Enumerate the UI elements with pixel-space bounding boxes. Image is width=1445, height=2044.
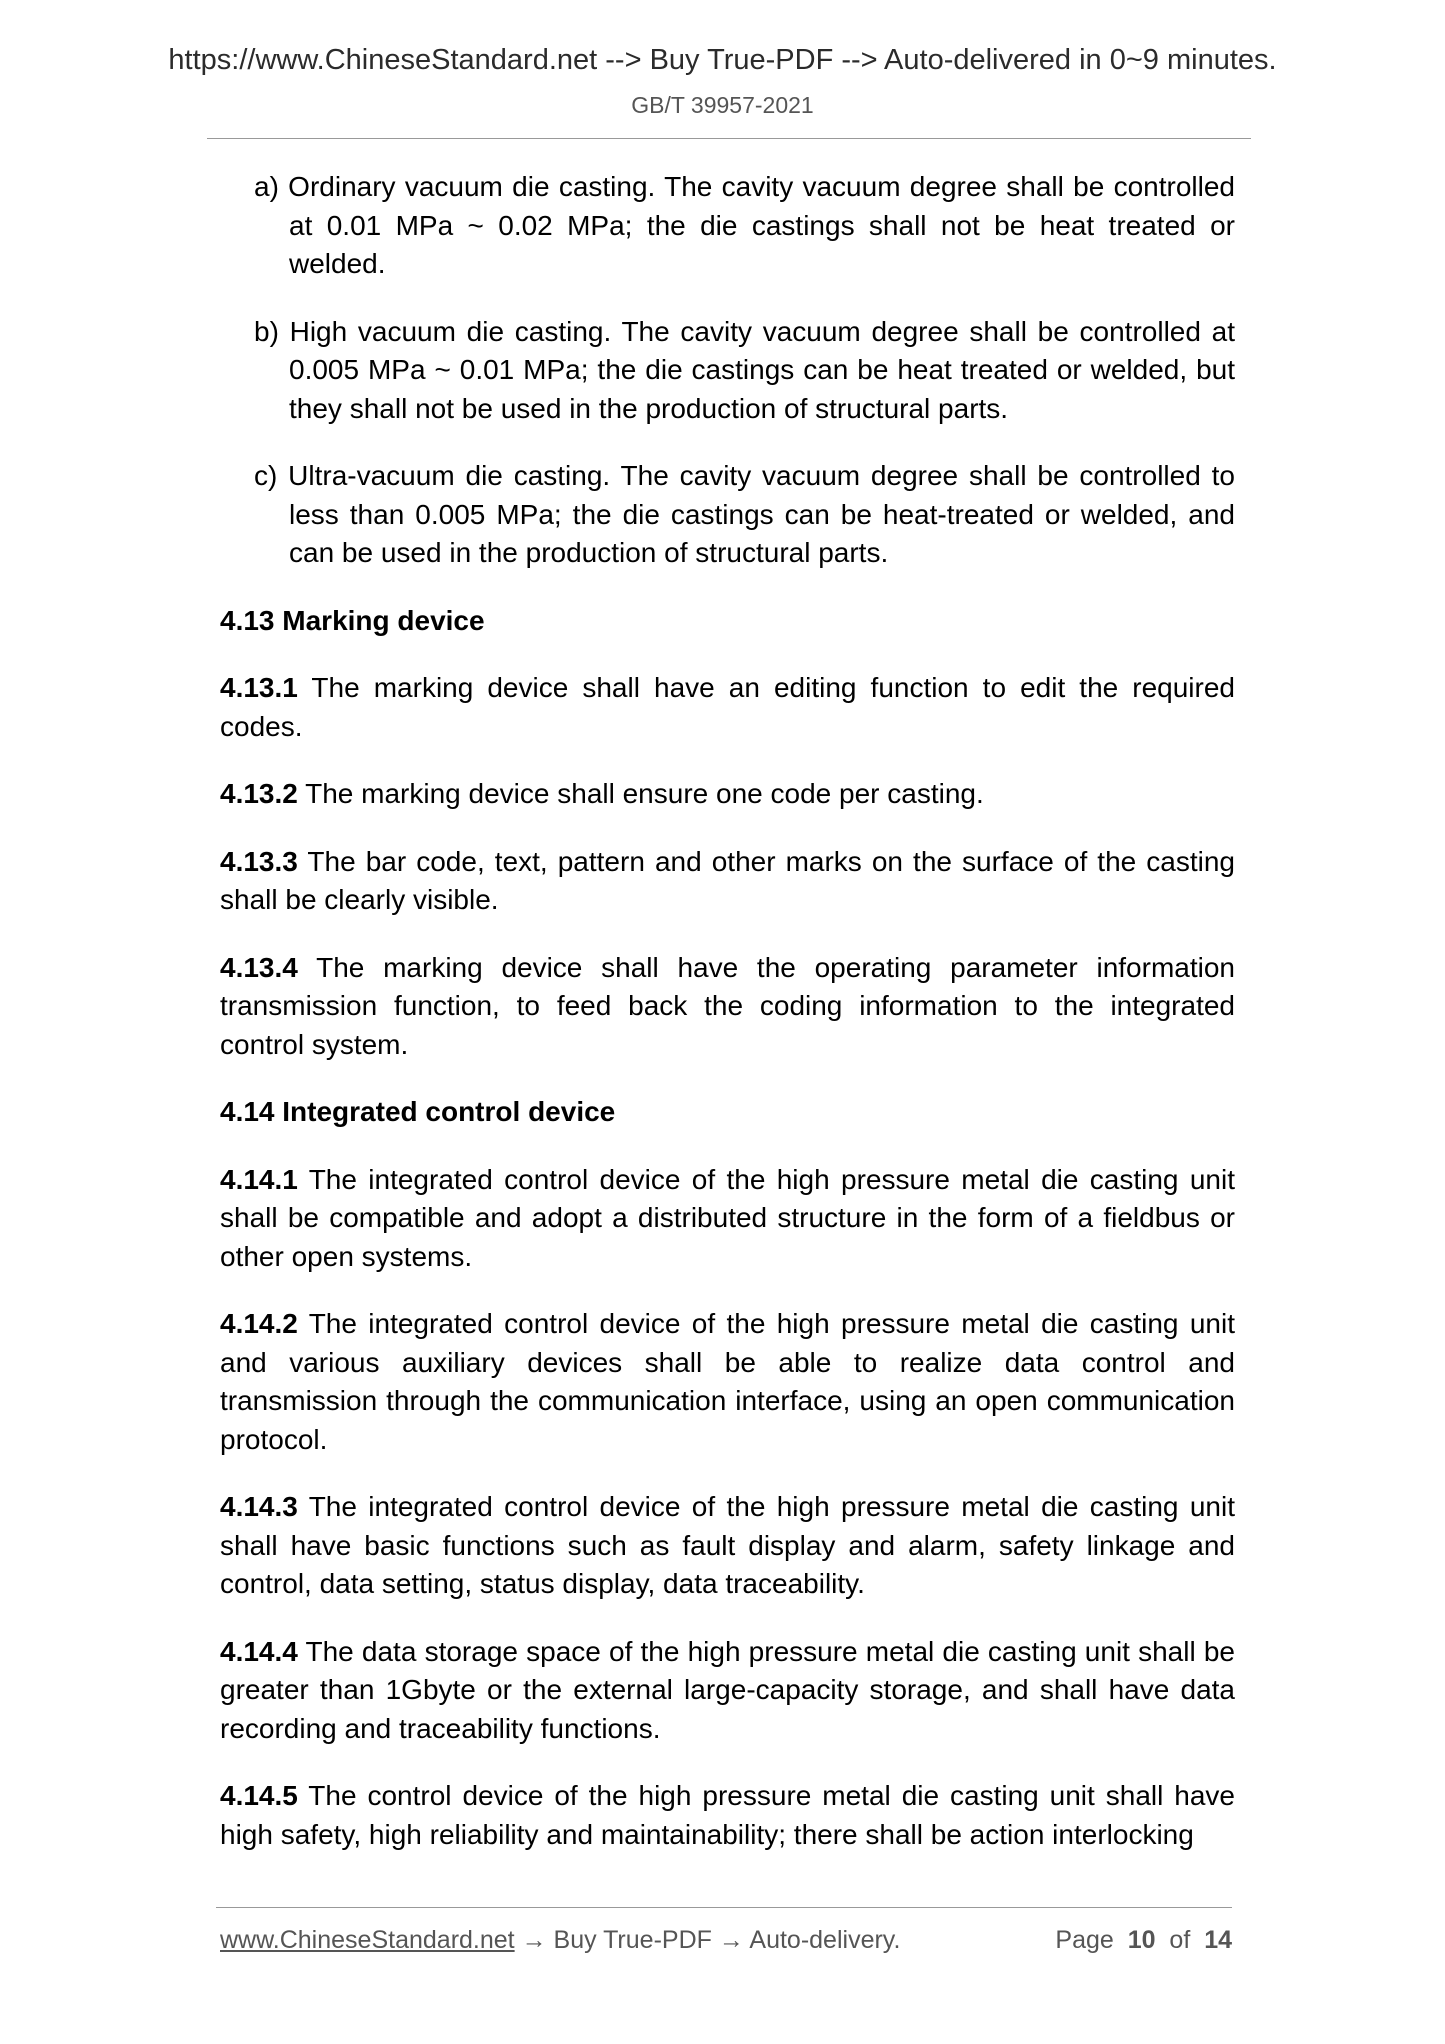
clause-text: The integrated control device of the high pressure metal die casting unit shall be compatible and adopt a distributed structure in the form of a fieldbus or other open systems. xyxy=(220,1163,1235,1272)
clause-4-14-1 xyxy=(220,1161,1235,1277)
clause-number: 4.13.4 xyxy=(220,951,298,983)
total-pages: 14 xyxy=(1204,1926,1232,1954)
clause-number: 4.13.3 xyxy=(220,845,298,877)
clause-number: 4.13.2 xyxy=(220,778,298,809)
section-heading-4-14: 4.14 Integrated control device xyxy=(220,1096,616,1127)
footer-promo-text: → Buy True-PDF → Auto-delivery. xyxy=(514,1926,901,1954)
footer-promo xyxy=(220,1926,900,1955)
clause-4-13-1 xyxy=(220,669,1235,746)
clause-4-13-2 xyxy=(220,775,1235,814)
clause-4-13-4 xyxy=(220,949,1235,1065)
clause-number: 4.14.1 xyxy=(220,1163,298,1195)
clause-4-14-4 xyxy=(220,1633,1235,1749)
list-item-a: a) Ordinary vacuum die casting. The cavity vacuum degree shall be controlled at 0.01 MPa ~ 0.02 MPa; the die castings shall not be heat treated or welded. xyxy=(254,171,1235,279)
footer-divider xyxy=(216,1907,1232,1908)
clause-text: The marking device shall have an editing function to edit the required codes. xyxy=(220,672,1235,742)
clause-text: The integrated control device of the high pressure metal die casting unit and various auxiliary devices shall be able to realize data control and transmission through the communication interface, using an open communication protocol. xyxy=(220,1308,1235,1455)
clause-text: The integrated control device of the high pressure metal die casting unit shall have basic functions such as fault display and alarm, safety linkage and control, data setting, status display, data traceability. xyxy=(220,1491,1235,1599)
of-label: of xyxy=(1169,1926,1191,1954)
clause-4-14-3 xyxy=(220,1488,1235,1604)
clause-text: The control device of the high pressure metal die casting unit shall have high safety, high reliability and maintainability; there shall be action interlocking xyxy=(220,1780,1235,1850)
list-item-c: c) Ultra-vacuum die casting. The cavity vacuum degree shall be controlled to less than 0.005 MPa; the die castings can be heat-treated or welded, and can be used in the production of structural parts. xyxy=(254,460,1235,568)
header-divider xyxy=(207,138,1251,139)
footer-site-link[interactable]: www.ChineseStandard.net xyxy=(220,1926,515,1954)
page-footer xyxy=(220,1926,1232,1962)
clause-number: 4.14.4 xyxy=(220,1635,298,1667)
clause-text: The marking device shall ensure one code per casting. xyxy=(297,778,984,809)
clause-number: 4.14.5 xyxy=(220,1780,298,1811)
clause-number: 4.13.1 xyxy=(220,672,298,703)
clause-number: 4.14.3 xyxy=(220,1491,298,1522)
clause-text: The data storage space of the high pressure metal die casting unit shall be greater than 1Gbyte or the external large-capacity storage, and shall have data recording and traceability functions. xyxy=(220,1635,1235,1744)
page-label: Page xyxy=(1055,1926,1114,1954)
clause-text: The marking device shall have the operating parameter information transmission function, to feed back the coding information to the integrated control system. xyxy=(220,951,1235,1060)
section-heading-4-13: 4.13 Marking device xyxy=(220,604,485,636)
document-body xyxy=(220,168,1235,1883)
list-item-b: b) High vacuum die casting. The cavity vacuum degree shall be controlled at 0.005 MPa ~ 0.01 MPa; the die castings can be heat treated or welded, but they shall not be used in the production of structural parts. xyxy=(254,315,1235,424)
clause-text: The bar code, text, pattern and other marks on the surface of the casting shall be clearly visible. xyxy=(220,845,1235,915)
page-indicator xyxy=(1055,1926,1232,1955)
clause-4-13-3 xyxy=(220,843,1235,920)
header-banner: https://www.ChineseStandard.net --> Buy True-PDF --> Auto-delivered in 0~9 minutes. xyxy=(168,44,1277,76)
clause-number: 4.14.2 xyxy=(220,1308,298,1339)
clause-4-14-5 xyxy=(220,1777,1235,1854)
clause-4-14-2 xyxy=(220,1305,1235,1459)
standard-code: GB/T 39957-2021 xyxy=(631,92,814,118)
page-number: 10 xyxy=(1127,1926,1156,1954)
